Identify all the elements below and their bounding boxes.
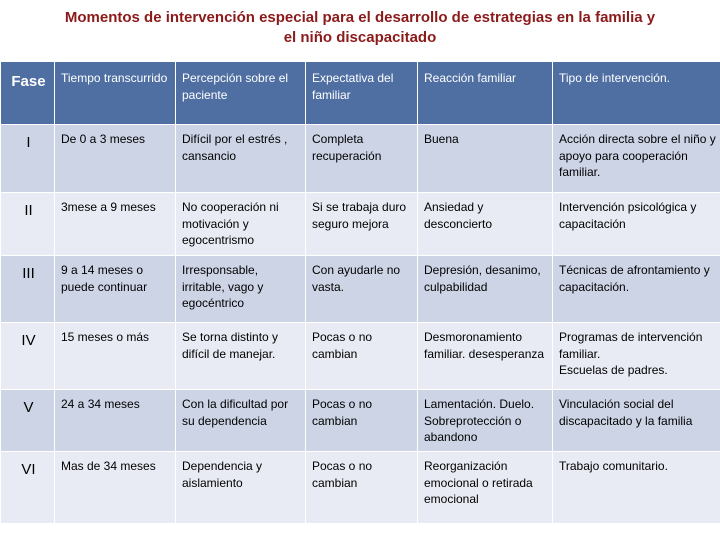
header-tiempo: Tiempo transcurrido [55,62,176,125]
table-header-row [1,62,720,125]
cell-percepcion: Difícil por el estrés , cansancio [176,125,306,193]
cell-intervencion: Vinculación social del discapacitado y la familia [553,390,720,452]
table-row [1,390,720,452]
cell-percepcion: Dependencia y aislamiento [176,452,306,524]
cell-fase: III [1,256,55,323]
cell-intervencion: Acción directa sobre el niño y apoyo para cooperación familiar. [553,125,720,193]
cell-tiempo: 24 a 34 meses [55,390,176,452]
cell-percepcion: Se torna distinto y difícil de manejar. [176,323,306,390]
table-row [1,256,720,323]
cell-intervencion: Trabajo comunitario. [553,452,720,524]
cell-expectativa: Pocas o no cambian [306,390,418,452]
cell-expectativa: Si se trabaja duro seguro mejora [306,193,418,256]
header-percepcion: Percepción sobre el paciente [176,62,306,125]
cell-percepcion: No cooperación ni motivación y egocentrismo [176,193,306,256]
cell-fase: V [1,390,55,452]
cell-expectativa: Con ayudarle no vasta. [306,256,418,323]
cell-expectativa: Pocas o no cambian [306,452,418,524]
cell-fase: II [1,193,55,256]
cell-tiempo: 3mese a 9 meses [55,193,176,256]
cell-fase: VI [1,452,55,524]
cell-reaccion-line: Sobreprotección o abandono [424,413,522,444]
cell-reaccion [418,390,553,452]
cell-reaccion: Reorganización emocional o retirada emocional [418,452,553,524]
cell-percepcion: Con la dificultad por su dependencia [176,390,306,452]
cell-tiempo: De 0 a 3 meses [55,125,176,193]
cell-reaccion: Desmoronamiento familiar. desesperanza [418,323,553,390]
cell-tiempo: 15 meses o más [55,323,176,390]
header-intervencion: Tipo de intervención. [553,62,720,125]
cell-intervencion: Intervención psicológica y capacitación [553,193,720,256]
page-title [20,8,700,48]
cell-tiempo: 9 a 14 meses o puede continuar [55,256,176,323]
cell-expectativa: Pocas o no cambian [306,323,418,390]
cell-percepcion: Irresponsable, irritable, vago y egocéntrico [176,256,306,323]
cell-fase: I [1,125,55,193]
header-reaccion: Reacción familiar [418,62,553,125]
cell-intervencion-line: Programas de intervención familiar. [559,330,703,361]
phases-table [0,61,720,524]
cell-reaccion: Depresión, desanimo, culpabilidad [418,256,553,323]
table-row [1,323,720,390]
title-line-1: Momentos de intervención especial para el desarrollo de estrategias en la familia y [64,9,656,26]
cell-intervencion: Técnicas de afrontamiento y capacitación. [553,256,720,323]
cell-intervencion [553,323,720,390]
cell-intervencion-line: Escuelas de padres. [559,363,668,377]
cell-reaccion: Ansiedad y desconcierto [418,193,553,256]
header-fase: Fase [1,62,55,125]
header-expectativa: Expectativa del familiar [306,62,418,125]
cell-expectativa: Completa recuperación [306,125,418,193]
cell-tiempo: Mas de 34 meses [55,452,176,524]
table-row [1,452,720,524]
title-line-2: el niño discapacitado [283,29,437,46]
table-row [1,125,720,193]
cell-reaccion: Buena [418,125,553,193]
table-row [1,193,720,256]
cell-reaccion-line: Lamentación. Duelo. [424,397,535,411]
cell-fase: IV [1,323,55,390]
